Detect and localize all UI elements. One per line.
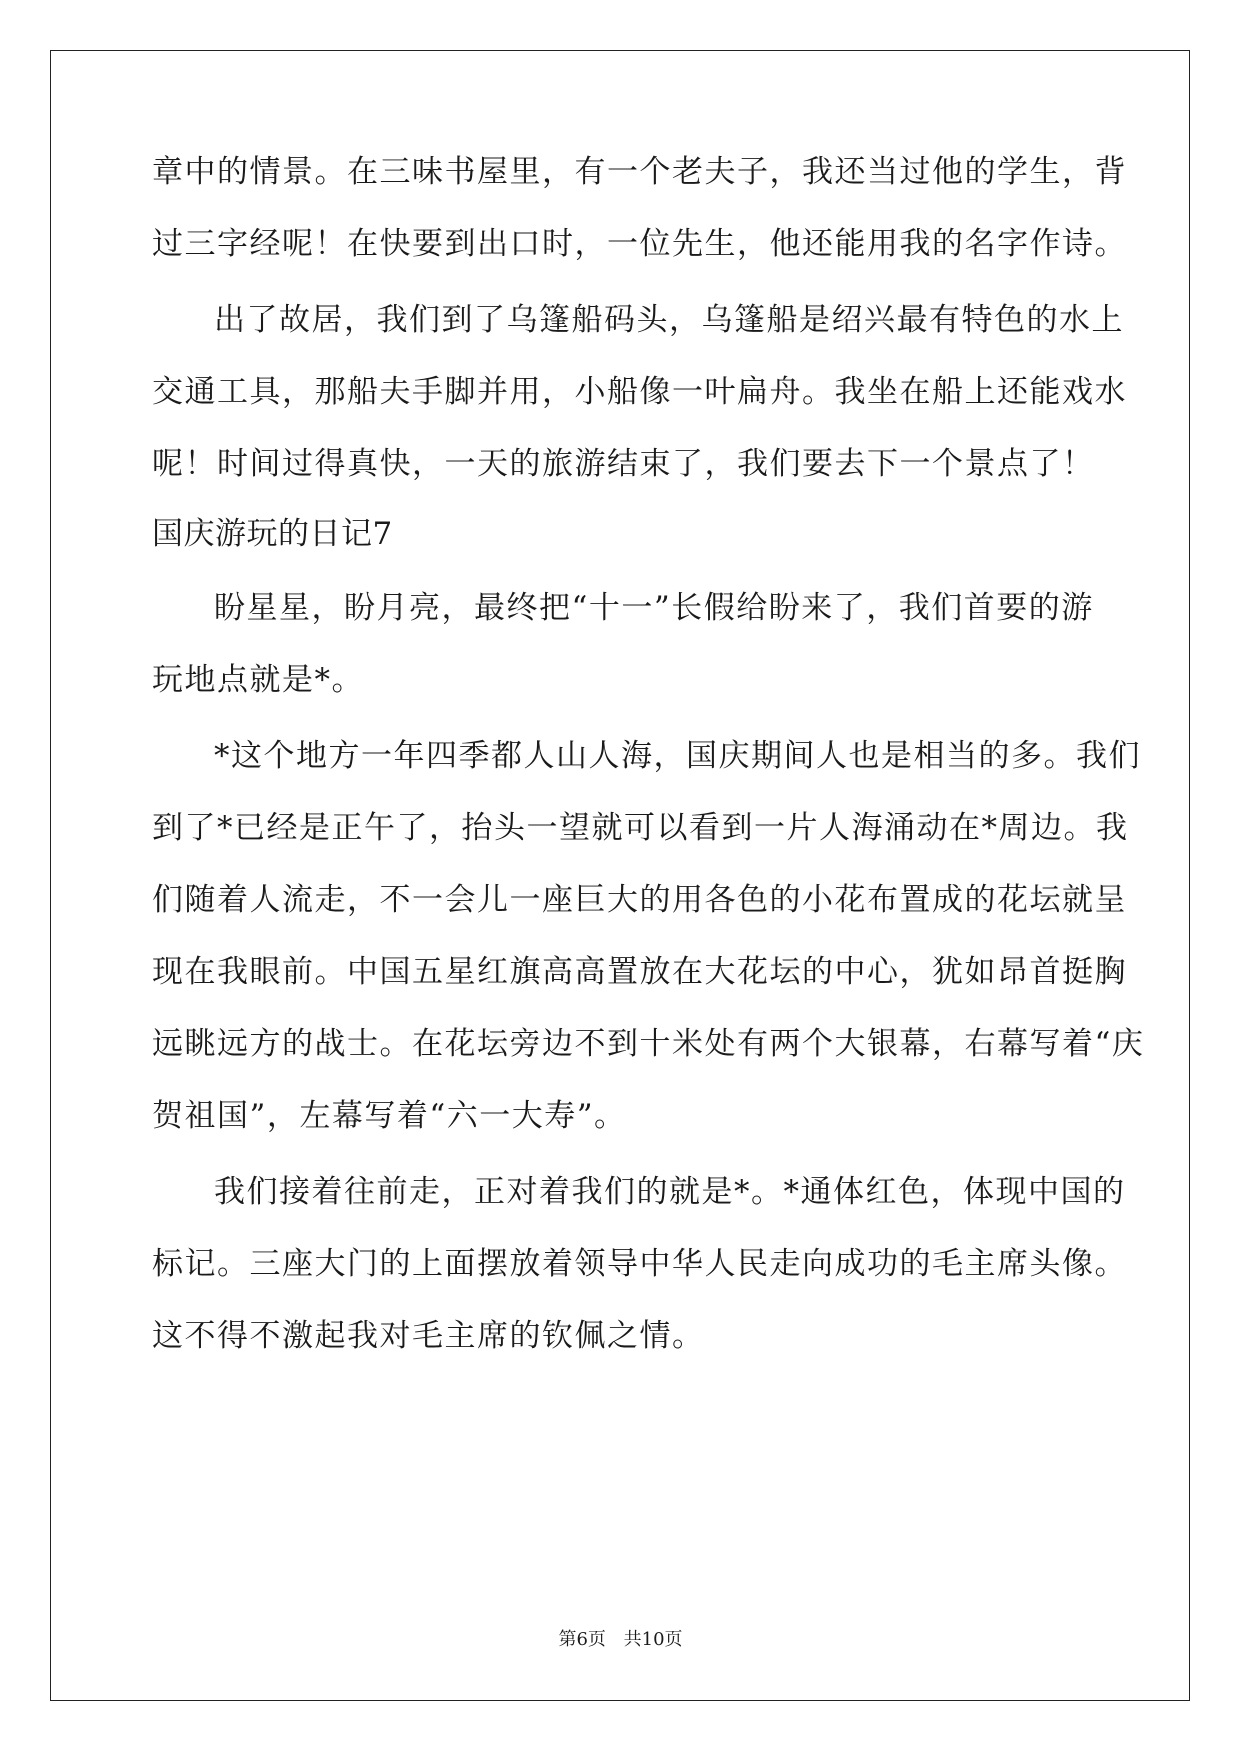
page-footer (0, 1628, 1241, 1652)
text-line: 我们接着往前走，正对着我们的就是*。*通体红色，体现中国的 (214, 1174, 1126, 1210)
section-heading: 国庆游玩的日记7 (152, 516, 393, 552)
text-line: 交通工具，那船夫手脚并用，小船像一叶扁舟。我坐在船上还能戏水 (152, 374, 1127, 410)
text-line: *这个地方一年四季都人山人海，国庆期间人也是相当的多。我们 (214, 738, 1141, 774)
text-line: 盼星星，盼月亮，最终把“十一”长假给盼来了，我们首要的游 (214, 590, 1094, 626)
page-total: 共10页 (623, 1629, 683, 1650)
page-number: 第6页 (558, 1629, 606, 1650)
text-line: 章中的情景。在三味书屋里，有一个老夫子，我还当过他的学生，背 (152, 154, 1127, 190)
text-line: 现在我眼前。中国五星红旗高高置放在大花坛的中心，犹如昂首挺胸 (152, 954, 1127, 990)
text-line: 远眺远方的战士。在花坛旁边不到十米处有两个大银幕，右幕写着“庆 (152, 1026, 1145, 1062)
text-line: 贺祖国”，左幕写着“六一大寿”。 (152, 1098, 627, 1134)
text-line: 过三字经呢！在快要到出口时，一位先生，他还能用我的名字作诗。 (152, 226, 1127, 262)
text-line: 们随着人流走，不一会儿一座巨大的用各色的小花布置成的花坛就呈 (152, 882, 1127, 918)
text-line: 标记。三座大门的上面摆放着领导中华人民走向成功的毛主席头像。 (152, 1246, 1127, 1282)
text-line: 到了*已经是正午了，抬头一望就可以看到一片人海涌动在*周边。我 (152, 810, 1129, 846)
text-line: 玩地点就是*。 (152, 662, 364, 698)
text-line: 出了故居，我们到了乌篷船码头，乌篷船是绍兴最有特色的水上 (214, 302, 1124, 338)
text-line: 这不得不激起我对毛主席的钦佩之情。 (152, 1318, 705, 1354)
text-line: 呢！时间过得真快，一天的旅游结束了，我们要去下一个景点了！ (152, 446, 1095, 482)
